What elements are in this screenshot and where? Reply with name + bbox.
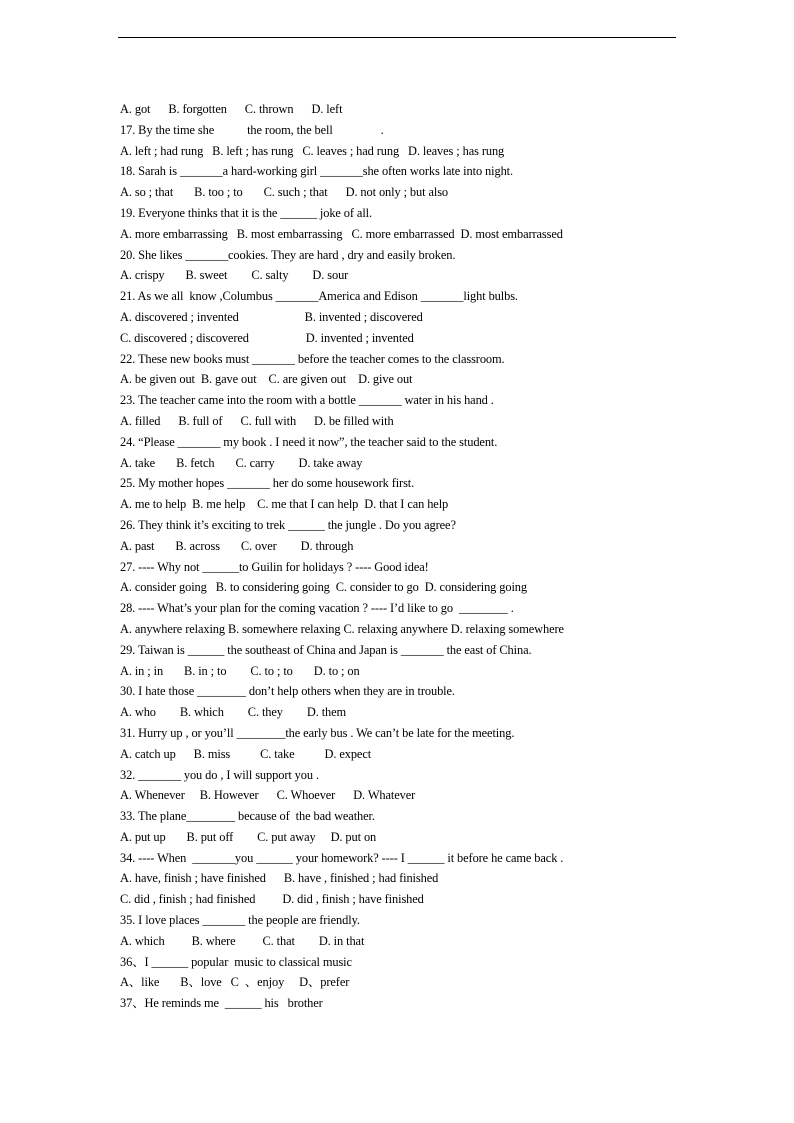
answer-options-23: A. filled B. full of C. full with D. be filled with <box>120 413 394 428</box>
answer-options-21-ab: A. discovered ; invented B. invented ; discovered <box>120 309 423 324</box>
answer-options-36: A、like B、love C 、enjoy D、prefer <box>120 975 350 990</box>
answer-options-19: A. more embarrassing B. most embarrassing C. more embarrassed D. most embarrassed <box>120 226 563 241</box>
question-35: 35. I love places _______ the people are friendly. <box>120 913 360 928</box>
question-34: 34. ---- When _______you ______ your homework? ---- I ______ it before he came back . <box>120 850 564 865</box>
answer-options-26: A. past B. across C. over D. through <box>120 538 354 553</box>
answer-options-34-cd: C. did , finish ; had finished D. did , finish ; have finished <box>120 892 424 907</box>
question-22: 22. These new books must _______ before the teacher comes to the classroom. <box>120 351 505 366</box>
answer-options-16: A. got B. forgotten C. thrown D. left <box>120 102 343 116</box>
question-21: 21. As we all know ,Columbus _______America and Edison _______light bulbs. <box>120 289 518 304</box>
answer-options-33: A. put up B. put off C. put away D. put on <box>120 829 377 844</box>
answer-options-27: A. consider going B. to considering going C. consider to go D. considering going <box>120 580 527 595</box>
answer-options-20: A. crispy B. sweet C. salty D. sour <box>120 268 349 283</box>
question-31: 31. Hurry up , or you’ll ________the early bus . We can’t be late for the meeting. <box>120 725 515 740</box>
question-25: 25. My mother hopes _______ her do some housework first. <box>120 476 415 491</box>
question-17: 17. By the time she the room, the bell . <box>120 122 384 137</box>
answer-options-22: A. be given out B. gave out C. are given out D. give out <box>120 372 413 387</box>
answer-options-24: A. take B. fetch C. carry D. take away <box>120 455 363 470</box>
header-rule <box>118 37 676 38</box>
answer-options-18: A. so ; that B. too ; to C. such ; that D. not only ; but also <box>120 185 449 200</box>
question-36: 36、I ______ popular music to classical music <box>120 954 352 969</box>
answer-options-25: A. me to help B. me help C. me that I can help D. that I can help <box>120 497 449 512</box>
answer-options-21-cd: C. discovered ; discovered D. invented ; invented <box>120 330 414 345</box>
question-list <box>120 99 680 1014</box>
question-29: 29. Taiwan is ______ the southeast of China and Japan is _______ the east of China. <box>120 642 532 657</box>
question-27: 27. ---- Why not ______to Guilin for holidays ? ---- Good idea! <box>120 559 429 574</box>
answer-options-17: A. left ; had rung B. left ; has rung C. leaves ; had rung D. leaves ; has rung <box>120 143 505 158</box>
question-24: 24. “Please _______ my book . I need it now”, the teacher said to the student. <box>120 434 498 449</box>
answer-options-29: A. in ; in B. in ; to C. to ; to D. to ; on <box>120 663 360 678</box>
question-19: 19. Everyone thinks that it is the ______ joke of all. <box>120 205 373 220</box>
question-33: 33. The plane________ because of the bad weather. <box>120 809 375 824</box>
question-26: 26. They think it’s exciting to trek ______ the jungle . Do you agree? <box>120 517 456 532</box>
answer-options-30: A. who B. which C. they D. them <box>120 705 347 720</box>
question-23: 23. The teacher came into the room with a bottle _______ water in his hand . <box>120 393 494 408</box>
question-37: 37、He reminds me ______ his brother <box>120 996 323 1011</box>
answer-options-35: A. which B. where C. that D. in that <box>120 933 365 948</box>
answer-options-31: A. catch up B. miss C. take D. expect <box>120 746 372 761</box>
question-30: 30. I hate those ________ don’t help others when they are in trouble. <box>120 684 455 699</box>
answer-options-32: A. Whenever B. However C. Whoever D. Whatever <box>120 788 416 803</box>
question-28: 28. ---- What’s your plan for the coming vacation ? ---- I’d like to go ________ . <box>120 601 514 616</box>
answer-options-28: A. anywhere relaxing B. somewhere relaxing C. relaxing anywhere D. relaxing somewhere <box>120 621 564 636</box>
question-20: 20. She likes _______cookies. They are hard , dry and easily broken. <box>120 247 456 262</box>
question-18: 18. Sarah is _______a hard-working girl _______she often works late into night. <box>120 164 514 179</box>
question-32: 32. _______ you do , I will support you . <box>120 767 319 782</box>
answer-options-34-ab: A. have, finish ; have finished B. have , finished ; had finished <box>120 871 439 886</box>
